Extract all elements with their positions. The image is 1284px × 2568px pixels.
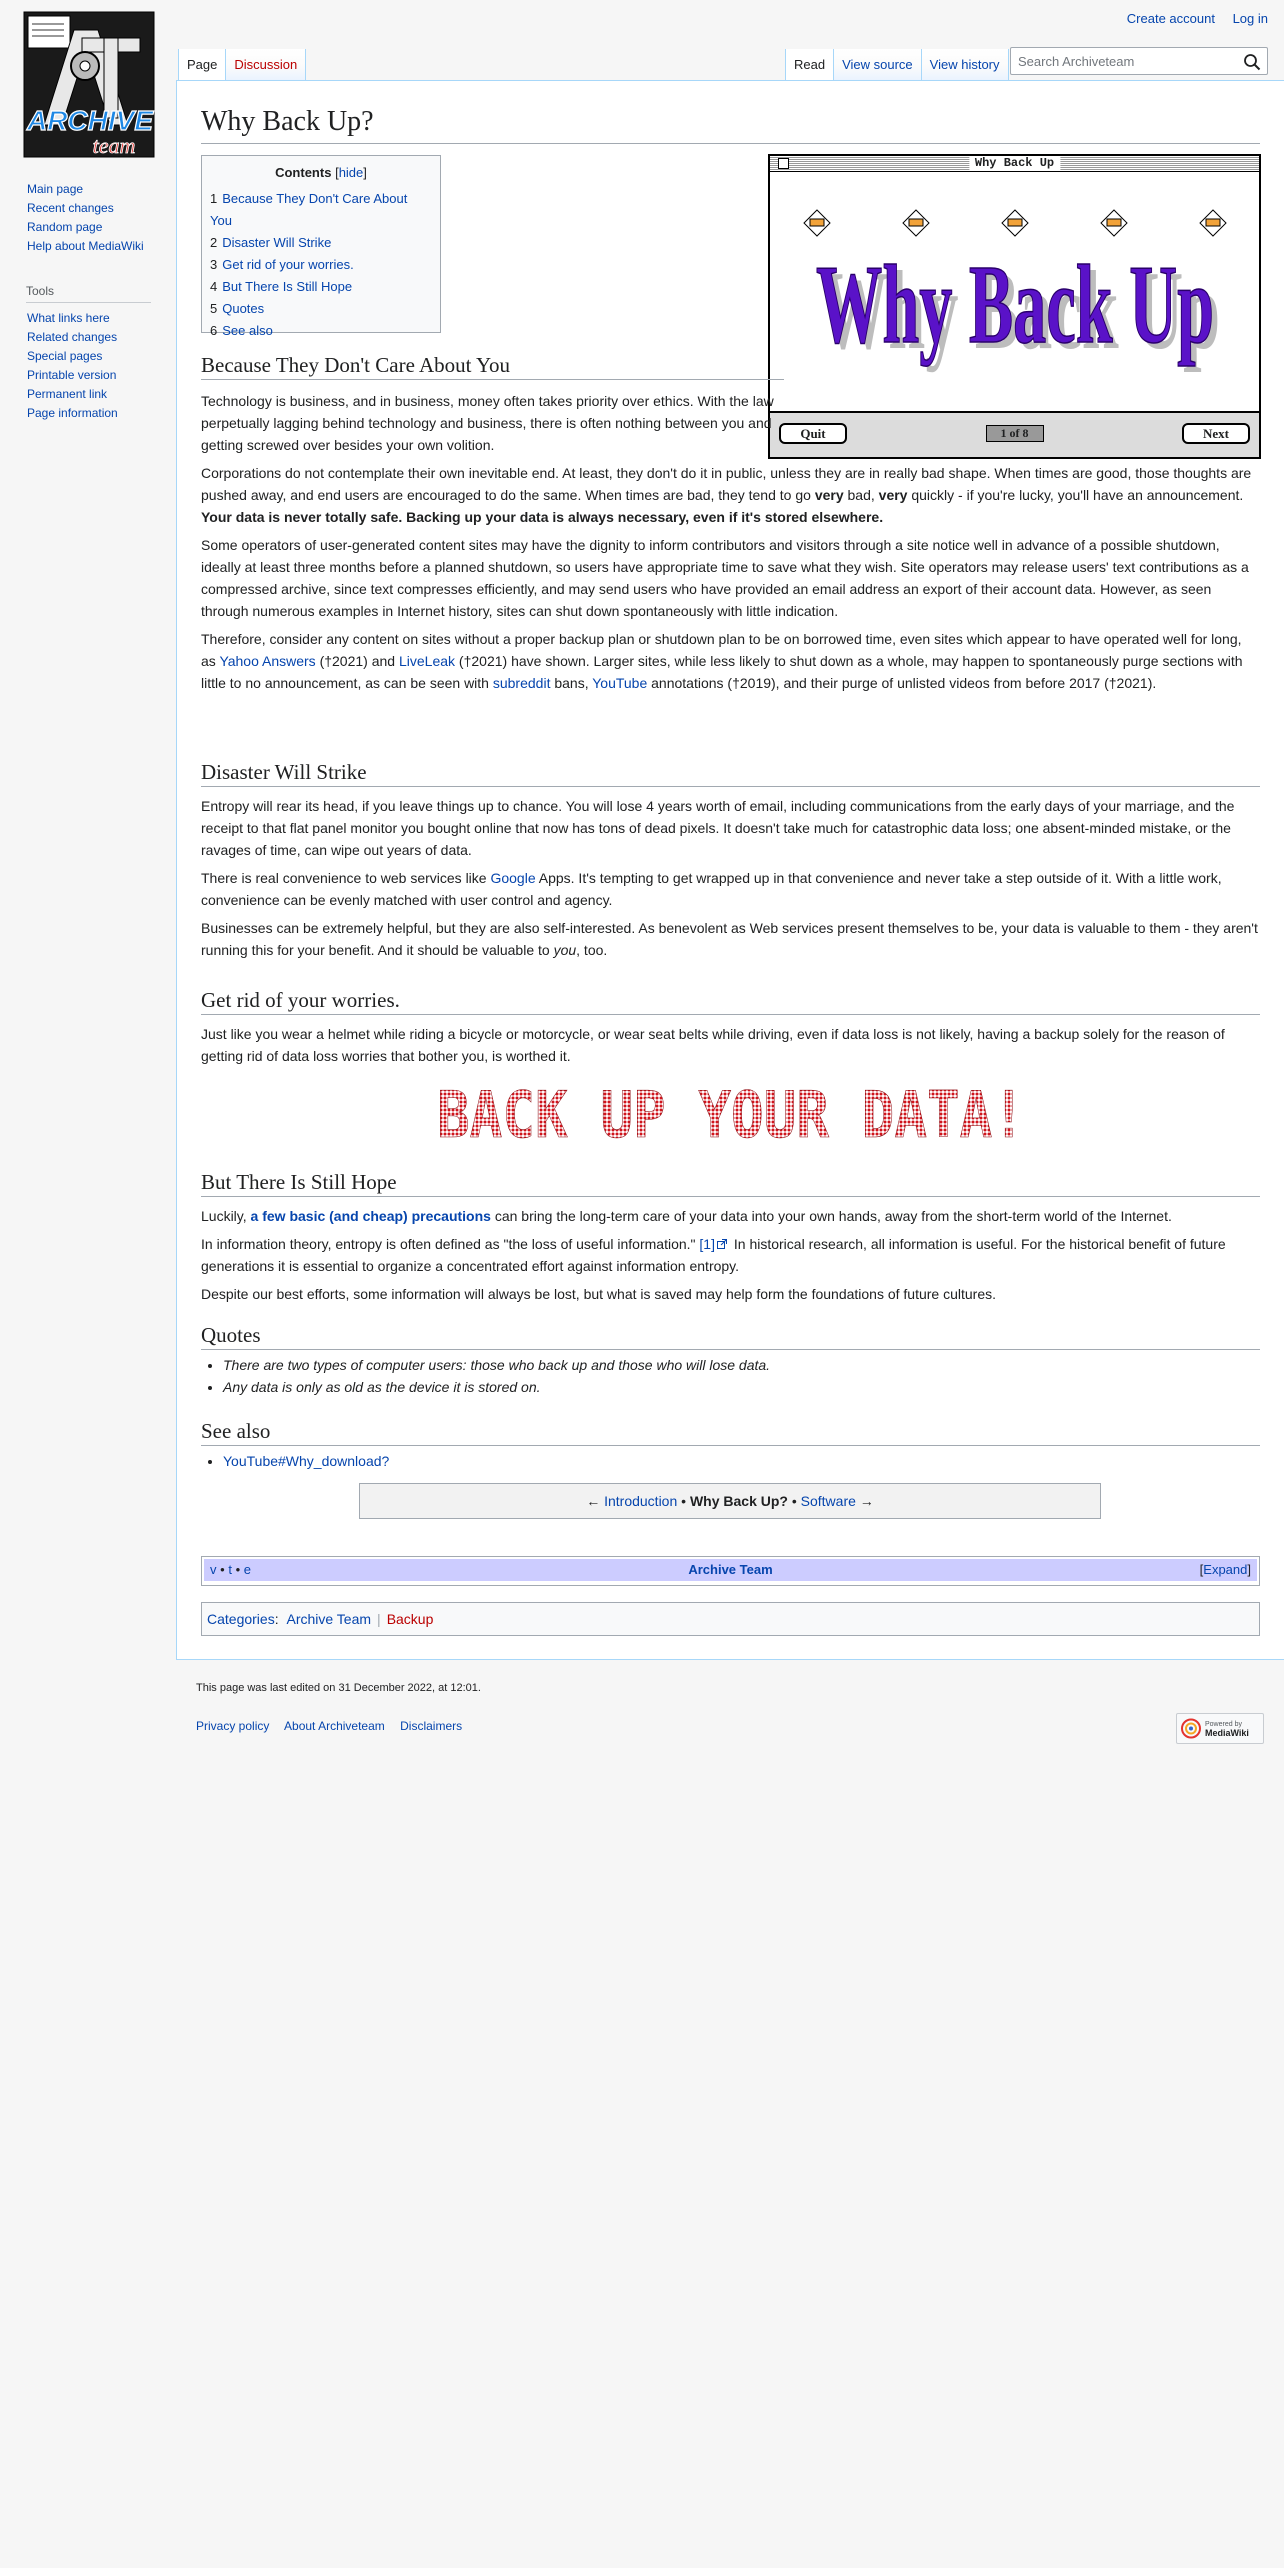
reference-link[interactable]: [1]	[699, 1236, 715, 1252]
sidebar	[0, 180, 176, 423]
sidebar-tools	[0, 309, 176, 423]
svg-text:Why Back Up: Why Back Up	[822, 249, 1220, 373]
category-archive-team[interactable]: Archive Team	[286, 1611, 372, 1627]
powered-by-mediawiki-badge[interactable]	[1176, 1713, 1264, 1744]
list-item	[223, 1450, 1260, 1472]
navbox-title[interactable]: Archive Team	[688, 1562, 773, 1577]
paragraph: Entropy will rear its head, if you leave things up to chance. You will lose 4 years worth of email, including communications from the early days of your marriage, and the receipt to that flat panel monitor you bought online that now has tons of dead pixels. It doesn't take much for catastrophic data loss; one absent-minded mistake, or the ravages of time, can wipe out years of data.	[201, 798, 1235, 858]
liveleak-link[interactable]: LiveLeak	[398, 653, 456, 669]
sidebar-item-permanent-link[interactable]: Permanent link	[27, 387, 108, 401]
hand-cursor-icon	[802, 208, 832, 238]
footer-links	[196, 1719, 474, 1733]
yahoo-answers-link[interactable]: Yahoo Answers	[219, 653, 316, 669]
youtube-why-download-link[interactable]: YouTube#Why_download?	[223, 1453, 390, 1469]
navbox-expand-button[interactable]: Expand	[1203, 1562, 1248, 1577]
google-link[interactable]: Google	[490, 870, 536, 886]
section-heading: But There Is Still Hope	[201, 1168, 1260, 1197]
hand-cursor-icon	[1099, 208, 1129, 238]
current-page-label: Why Back Up?	[689, 1493, 788, 1509]
archive-team-navbox: v • t • e Archive Team [Expand]	[201, 1556, 1260, 1586]
search-box	[1010, 47, 1268, 75]
disclaimers-link[interactable]: Disclaimers	[400, 1719, 463, 1733]
paragraph: Luckily, a few basic (and cheap) precautions can bring the long-term care of your data into your own hands, away from the short-term world of the Internet.	[201, 1208, 1172, 1224]
paragraph: Businesses can be extremely helpful, but they are also self-interested. As benevolent as Web services present themselves to be, your data is valuable to them - they aren't running this for your benefit. And it should be valuable to you, too.	[201, 920, 1258, 958]
view-tabs	[785, 49, 1009, 80]
tab-read[interactable]: Read	[785, 49, 834, 80]
toc-title: Contents	[275, 165, 332, 180]
list-item: • Any data is only as old as the device it is stored on.	[223, 1376, 1260, 1398]
sidebar-item-page-information[interactable]: Page information	[27, 406, 118, 420]
subreddit-link[interactable]: subreddit	[492, 675, 551, 691]
toc-title-row: Contents [hide]	[275, 165, 367, 180]
section-hope	[201, 1168, 1260, 1311]
paragraph: Despite our best efforts, some information will always be lost, but what is saved may help form the foundations of future cultures.	[201, 1286, 997, 1302]
search-icon[interactable]	[1243, 53, 1261, 71]
category-links: Categories: Archive Team | Backup	[201, 1602, 1260, 1636]
category-backup[interactable]: Backup	[386, 1611, 434, 1627]
paragraph: Technology is business, and in business, money often takes priority over ethics. With the law perpetually lagging behind technology and business, there is often nothing between you and getting screwed over besides your own volition.	[201, 393, 774, 453]
toc-item[interactable]: 4 But There Is Still Hope	[210, 279, 353, 294]
tab-view-history[interactable]: View history	[922, 49, 1009, 80]
footer-info	[196, 1680, 481, 1696]
hand-cursor-icon	[1198, 208, 1228, 238]
paragraph: Just like you wear a helmet while riding a bicycle or motorcycle, or wear seat belts while driving, even if data loss is not likely, having a backup solely for the reason of getting rid of data loss worries that bother you, is worthed it.	[201, 1026, 1225, 1064]
svg-text:Powered by: Powered by	[1205, 1721, 1242, 1728]
paragraph: There is real convenience to web services like Google Apps. It's tempting to get wrapped up in that convenience and never take a step outside of it. With a little work, convenience can be evenly matched with user control and agency.	[201, 870, 1222, 908]
svg-text:Why Back Up: Why Back Up	[816, 243, 1214, 367]
toc-item[interactable]: 6 See also	[210, 323, 273, 338]
prev-page-link[interactable]: Introduction	[604, 1493, 678, 1509]
sidebar-item-what-links-here[interactable]: What links here	[27, 311, 110, 325]
table-of-contents	[201, 155, 441, 338]
section-heading: Quotes	[201, 1321, 1260, 1350]
sidebar-item-main-page[interactable]: Main page	[27, 182, 84, 196]
section-see-also	[201, 1417, 1260, 1472]
paragraph: Therefore, consider any content on sites without a proper backup plan or shutdown plan to be on borrowed time, even sites which appear to have operated well for long, as Yahoo Answers (†2021) and LiveLeak (†2021) have shown. Larger sites, while less likely to shut down as a whole, may happen to spontaneously purge sections with little to no announcement, as can be seen with subreddit bans, YouTube annotations (†2019), and their purge of unlisted videos from before 2017 (†2021).	[201, 631, 1243, 691]
svg-text:BACK UP YOUR DATA!: BACK UP YOUR DATA!	[437, 1079, 1025, 1153]
categories-label[interactable]: Categories	[207, 1611, 275, 1627]
toc-item[interactable]: 1 Because They Don't Care About You	[210, 191, 408, 228]
tab-page[interactable]: Page	[178, 49, 226, 80]
navbox-view-link[interactable]: v	[210, 1562, 217, 1577]
create-account-link[interactable]: Create account	[1126, 11, 1215, 26]
privacy-policy-link[interactable]: Privacy policy	[196, 1719, 270, 1733]
paragraph: Corporations do not contemplate their own inevitable end. At least, they don't do it in public, unless they are in really bad shape. When times are good, those thoughts are pushed away, and end users are encouraged to do the same. When times are bad, they tend to go very bad, very quickly - if you're lucky, you'll have an announcement. Your data is never totally safe. Backing up your data is always necessary, even if it's stored elsewhere.	[201, 465, 1252, 525]
section-heading: See also	[201, 1417, 1260, 1446]
paragraph: In information theory, entropy is often defined as "the loss of useful information." [1] In historical research, all information is useful. For the historical benefit of future generations it is essential to organize a concentrated effort against information entropy.	[201, 1236, 1226, 1274]
page-indicator: 1 of 8	[986, 425, 1044, 442]
list-item: • There are two types of computer users: those who back up and those who will lose data.	[223, 1354, 1260, 1376]
navbox-talk-link[interactable]: t	[228, 1562, 232, 1577]
page-title: Why Back Up?	[201, 103, 1260, 144]
window-close-box-icon	[778, 158, 789, 169]
sidebar-tools-heading: Tools	[26, 284, 151, 303]
series-navigation: ← Introduction • Why Back Up? • Software →	[359, 1483, 1101, 1519]
section-heading: Because They Don't Care About You	[201, 351, 784, 380]
window-titlebar	[770, 156, 1259, 172]
toc-hide-link[interactable]: hide	[338, 165, 364, 180]
section-disaster	[201, 758, 1260, 967]
svg-text:team: team	[92, 133, 136, 158]
about-link[interactable]: About Archiveteam	[284, 1719, 385, 1733]
hand-cursor-icon	[901, 208, 931, 238]
namespace-tabs	[178, 49, 306, 80]
mediawiki-logo-icon	[1177, 1714, 1263, 1743]
search-input[interactable]	[1011, 48, 1238, 74]
toc-item[interactable]: 5 Quotes	[210, 301, 265, 316]
hand-cursor-icon	[1000, 208, 1030, 238]
section-care	[201, 351, 1260, 700]
sidebar-item-random-page[interactable]: Random page	[27, 220, 103, 234]
sidebar-item-help[interactable]: Help about MediaWiki	[27, 239, 144, 253]
back-up-your-data-banner	[435, 1079, 1027, 1153]
tab-discussion[interactable]: Discussion	[226, 49, 306, 80]
site-logo[interactable]	[18, 10, 162, 162]
sidebar-item-special-pages[interactable]: Special pages	[27, 349, 103, 363]
toc-item[interactable]: 3 Get rid of your worries.	[210, 257, 354, 272]
sidebar-item-recent-changes[interactable]: Recent changes	[27, 201, 114, 215]
content-area	[176, 80, 1284, 1660]
personal-tools	[1113, 11, 1268, 26]
sidebar-item-related-changes[interactable]: Related changes	[27, 330, 118, 344]
last-edited-text: This page was last edited on 31 December 2022, at 12:01.	[196, 1682, 481, 1694]
archive-team-logo-image	[18, 10, 162, 162]
svg-text:MediaWiki: MediaWiki	[1205, 1728, 1249, 1738]
youtube-link[interactable]: YouTube	[592, 675, 648, 691]
precautions-link[interactable]: a few basic (and cheap) precautions	[250, 1208, 491, 1224]
external-link-icon	[717, 1239, 727, 1249]
next-page-link[interactable]: Software	[800, 1493, 856, 1509]
sidebar-navigation	[0, 180, 176, 256]
paragraph: Some operators of user-generated content sites may have the dignity to inform contributors and visitors through a site notice well in advance of a possible shutdown, ideally at least three months before a planned shutdown, so users have appropriate time to save what they wish. Site operators may release users' text contributions as a compressed archive, since text compresses efficiently, and may send users who have provided an email address an export of their account data. However, as seen through numerous examples in Internet history, sites can shut down spontaneously with little indication.	[201, 537, 1249, 619]
next-button[interactable]: Next	[1182, 423, 1250, 444]
section-quotes	[201, 1321, 1260, 1398]
quit-button[interactable]: Quit	[779, 423, 847, 444]
tab-view-source[interactable]: View source	[834, 49, 922, 80]
window-title: Why Back Up	[969, 156, 1060, 171]
log-in-link[interactable]: Log in	[1232, 11, 1268, 26]
toc-item[interactable]: 2 Disaster Will Strike	[210, 235, 332, 250]
svg-text:ARCHIVE: ARCHIVE	[26, 105, 154, 136]
navbox-edit-link[interactable]: e	[243, 1562, 251, 1577]
section-heading: Get rid of your worries.	[201, 986, 1260, 1015]
section-heading: Disaster Will Strike	[201, 758, 1260, 787]
sidebar-item-printable-version[interactable]: Printable version	[27, 368, 117, 382]
navbox-vte: v • t • e	[210, 1562, 251, 1577]
